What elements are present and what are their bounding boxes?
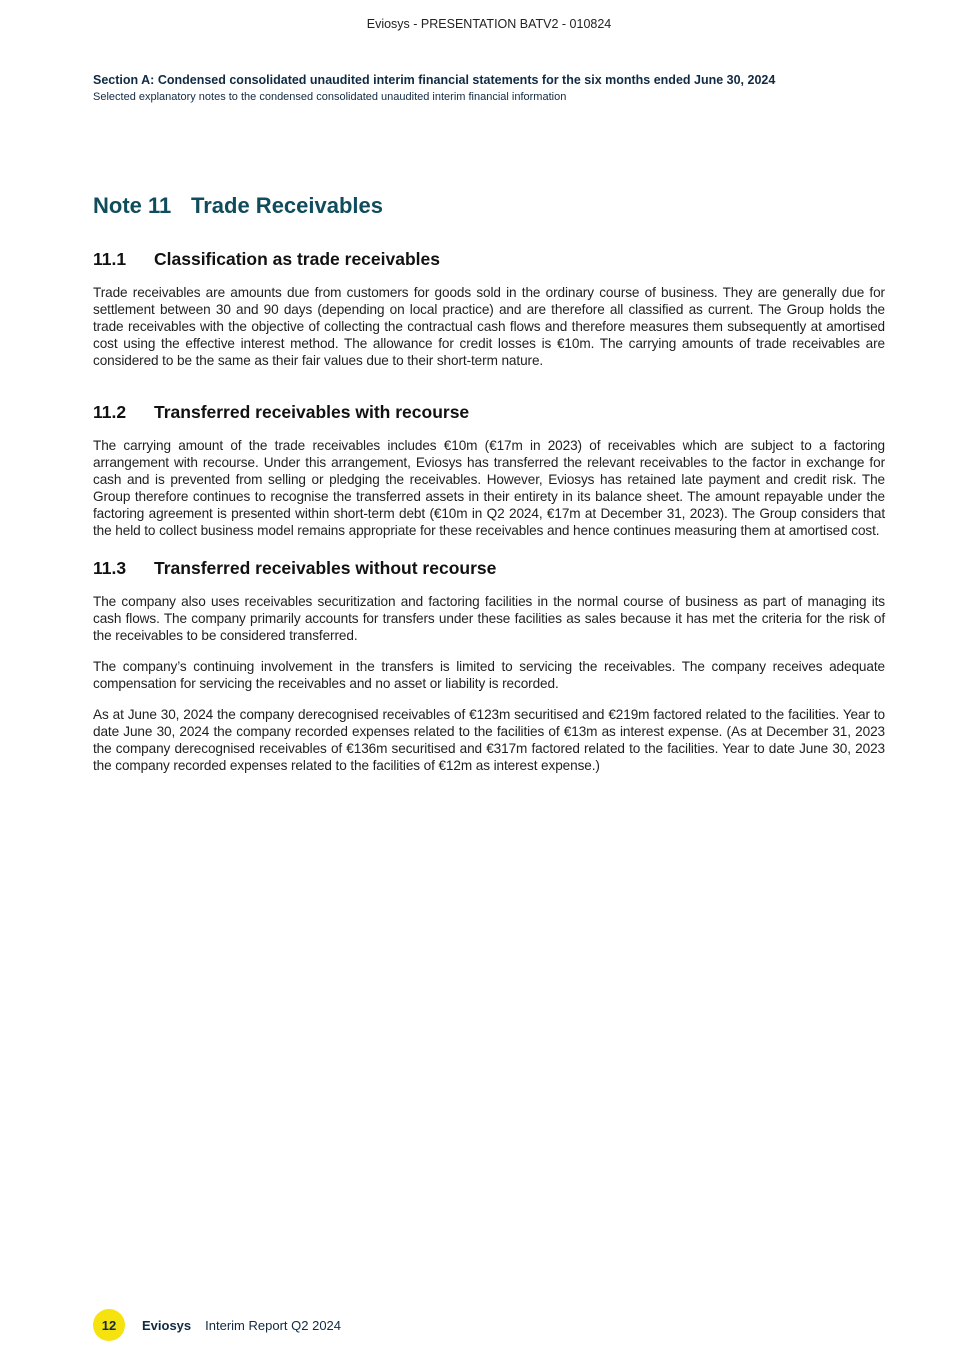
subsection-heading [93,557,885,579]
footer-report-title: Interim Report Q2 2024 [205,1317,342,1333]
subsection-number: 11.2 [93,402,127,422]
note-title: Trade Receivables [191,193,384,218]
paragraph: Trade receivables are amounts due from customers for goods sold in the ordinary course of business. They are generally due for settlement between 30 and 90 days (depending on local practice) and are therefore all classified as current. The Group holds the trade receivables with the objective of collecting the contractual cash flows and therefore measures them subsequently at amortised cost using the effective interest method. The allowance for credit losses is €10m. The carrying amounts of trade receivables are considered to be the same as their fair values due to their short-term nature. [93,285,885,368]
subsection-title: Transferred receivables without recourse [154,558,497,578]
page-footer [93,1309,341,1341]
paragraph: The carrying amount of the trade receivables includes €10m (€17m in 2023) of receivables which are subject to a factoring arrangement with recourse. Under this arrangement, Eviosys has transferred the relevant receivables to the factor in exchange for cash and is prevented from selling or pledging the receivables. However, Eviosys has retained late payment and credit risk. The Group therefore continues to recognise the transferred assets in their entirety in its balance sheet. The amount repayable under the factoring agreement is presented within short-term debt (€10m in Q2 2024, €17m at December 31, 2023). The Group considers that the held to collect business model remains appropriate for these receivables and hence continues measuring them at amortised cost. [93,438,885,538]
paragraph: The company’s continuing involvement in the transfers is limited to servicing the receivables. The company receives adequate compensation for servicing the receivables and no asset or liability is recorded. [93,659,885,691]
note-heading [93,190,885,222]
subsection-heading [93,401,885,423]
paragraph: The company also uses receivables securitization and factoring facilities in the normal course of business as part of managing its cash flows. The company primarily accounts for transfers under these facilities as sales because it has met the criteria for the risk of the receivables to be considered transferred. [93,594,885,643]
note-number: Note 11 [93,193,172,218]
subsection-heading [93,248,885,270]
document-title: Eviosys - PRESENTATION BATV2 - 010824 [366,17,612,31]
paragraph: As at June 30, 2024 the company derecognised receivables of €123m securitised and €219m factored related to the facilities. Year to date June 30, 2024 the company recorded expenses related to the facilities of €13m as interest expense. (As at December 31, 2023 the company derecognised receivables of €136m securitised and €317m factored related to the facilities. Year to date June 30, 2023 the company recorded expenses related to the facilities of €12m as interest expense.) [93,707,885,773]
subsection-number: 11.3 [93,558,127,578]
subsection-title: Classification as trade receivables [154,249,440,269]
footer-brand: Eviosys [142,1317,192,1333]
subsection-number: 11.1 [93,249,127,269]
section-title: Section A: Condensed consolidated unaudited interim financial statements for the six months ended June 30, 2024 [93,73,776,87]
section-header [93,71,893,105]
note-content [93,190,885,788]
page-number-badge: 12 [93,1309,125,1341]
subsection-title: Transferred receivables with recourse [154,402,470,422]
section-subtitle: Selected explanatory notes to the condensed consolidated unaudited interim financial information [93,91,567,103]
